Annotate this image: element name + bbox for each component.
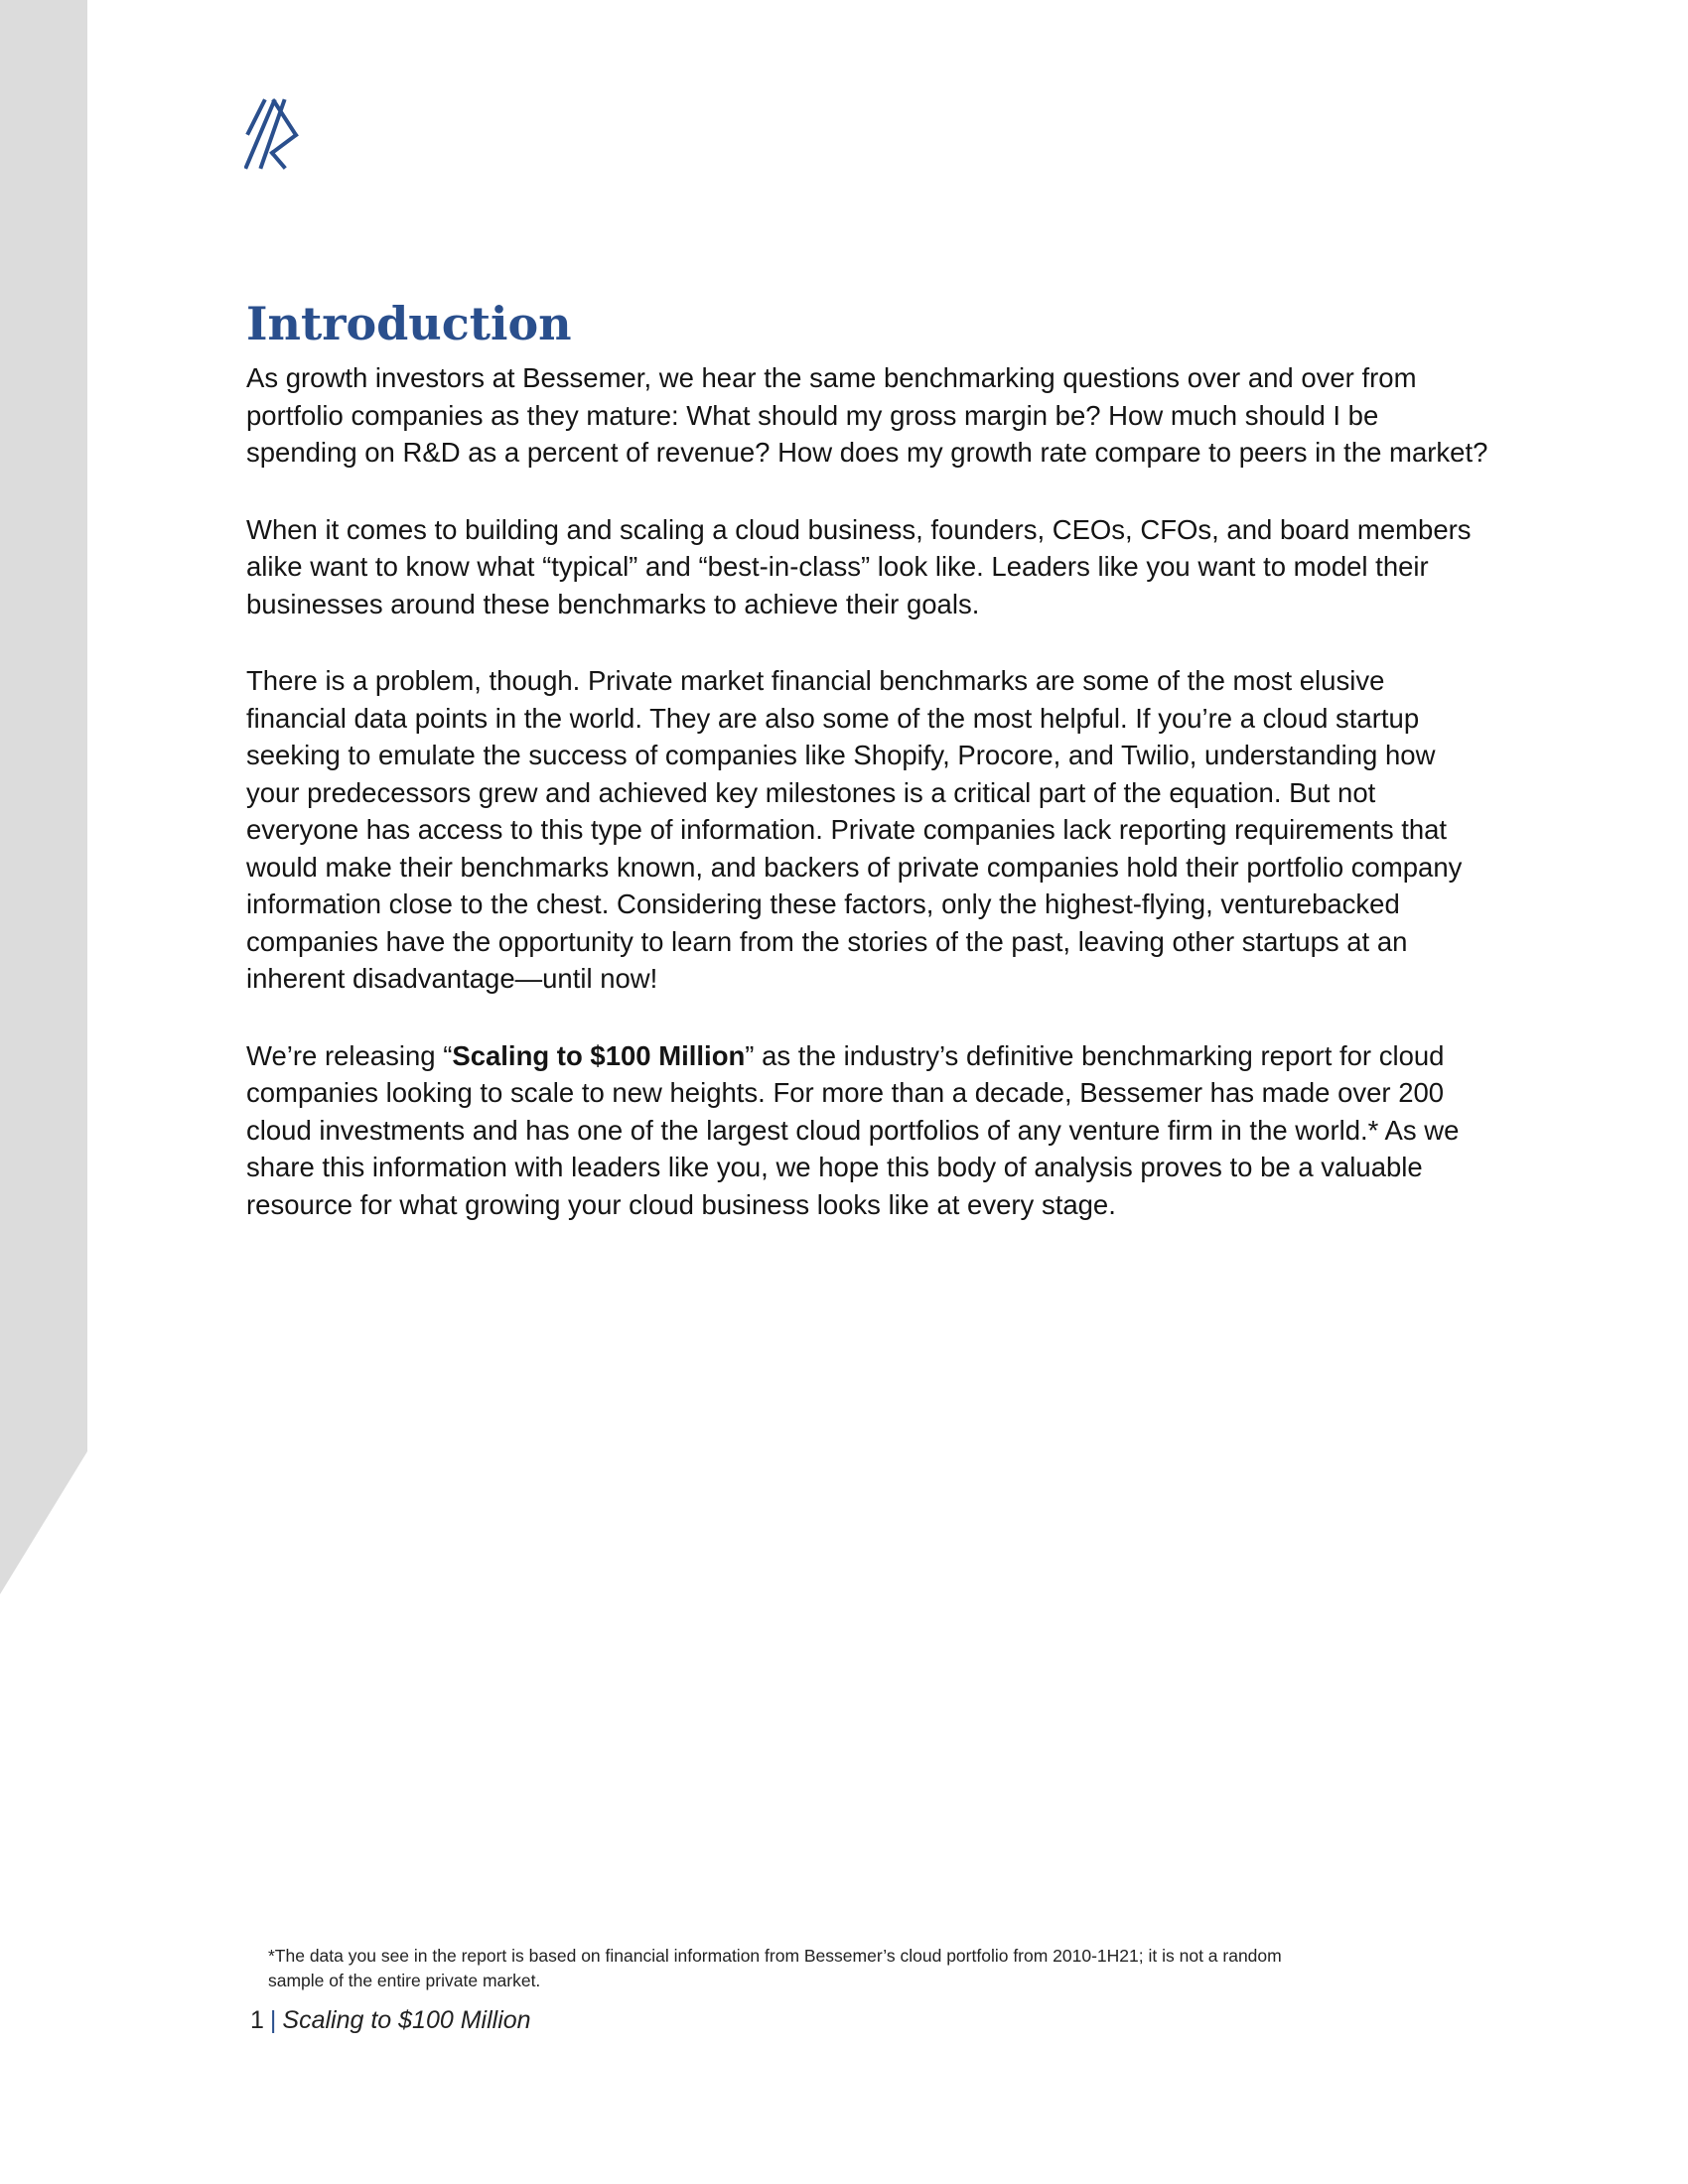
- intro-paragraph-2: When it comes to building and scaling a cloud business, founders, CEOs, CFOs, and board members alike want to know what “typical” and “best-in-class” look like. Leaders like you want to model their businesses around these benchmarks to achieve their goals.: [246, 513, 1472, 619]
- paragraph-4-lead: We’re releasing “: [246, 1039, 453, 1071]
- page-title: Introduction: [246, 297, 572, 350]
- footer-separator: |: [269, 2006, 277, 2034]
- intro-paragraph-1: As growth investors at Bessemer, we hear the same benchmarking questions over and over from portfolio companies as they mature: What should my gross margin be? How much should I be spending on R&D as a percent of revenue? How does my growth rate compare to peers in the market?: [246, 362, 1488, 468]
- page-footer: [250, 2003, 531, 2037]
- bessemer-logo-icon: [244, 97, 304, 173]
- footnote: *The data you see in the report is based on financial information from Bessemer’s cloud portfolio from 2010-1H21; it is not a random sample of the entire private market.: [268, 1946, 1282, 1990]
- page-number: 1: [250, 2006, 264, 2034]
- decorative-side-band: [0, 0, 89, 1598]
- paragraph-4-rest: ” as the industry’s definitive benchmarking report for cloud companies looking to scale to new heights. For more than a decade, Bessemer has made over 200 cloud investments and has one of the largest cloud portfolios of any venture firm in the world.* As we share this information with leaders like you, we hope this body of analysis proves to be a valuable resource for what growing your cloud business looks like at every stage.: [246, 1039, 1460, 1220]
- intro-paragraph-4: [246, 1037, 1489, 1224]
- intro-paragraph-3: There is a problem, though. Private market financial benchmarks are some of the most elusive financial data points in the world. They are also some of the most helpful. If you’re a cloud startup seeking to emulate the success of companies like Shopify, Procore, and Twilio, understanding how your predecessors grew and achieved key milestones is a critical part of the equation. But not everyone has access to this type of information. Private companies lack reporting requirements that would make their benchmarks known, and backers of private companies hold their portfolio company information close to the chest. Considering these factors, only the highest-flying, venturebacked companies have the opportunity to learn from the stories of the past, leaving other startups at an inherent disadvantage—until now!: [246, 665, 1463, 994]
- report-name-bold: Scaling to $100 Million: [452, 1039, 746, 1071]
- footer-report-title: Scaling to $100 Million: [282, 2006, 531, 2034]
- document-body: [246, 296, 1489, 1263]
